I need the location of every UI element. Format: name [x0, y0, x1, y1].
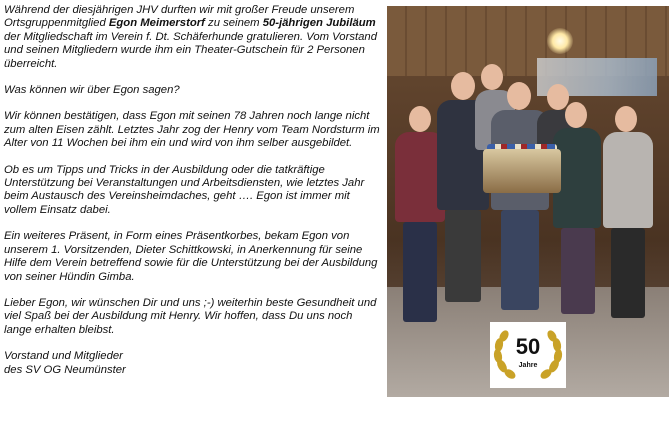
signoff	[4, 350, 382, 377]
badge-label: Jahre	[518, 362, 538, 369]
photo-lamp	[547, 28, 573, 54]
anniversary-badge	[490, 322, 566, 388]
badge-number: 50	[515, 334, 541, 359]
paragraph-question: Was können wir über Egon sagen?	[4, 84, 180, 97]
paragraph-support: Ob es um Tipps und Tricks in der Ausbildung oder die tatkräftige Unterstützung bei Veranstaltungen und Arbeitsdiensten, wie letztes Jahr beim Austausch des Vereinsheimdaches, geht …. Egon ist immer mit vollem Einsatz dabei.	[4, 163, 365, 216]
paragraph-gift: Ein weiteres Präsent, in Form eines Präsentkorbes, bekam Egon von unserem 1. Vorsitzenden, Dieter Schittkowski, in Anerkennung für seine Hilfe dem Verein betreffend sowie für die Unterstützung bei der Ausbildung von seiner Hündin Gimba.	[4, 230, 378, 283]
signoff-line-2: des SV OG Neumünster	[4, 363, 126, 376]
member-name: Egon Meimerstorf	[108, 17, 205, 30]
group-photo	[387, 6, 669, 397]
paragraph-wishes: Lieber Egon, wir wünschen Dir und uns ;-) weiterhin beste Gesundheit und viel Spaß bei der Ausbildung mit Henry. Wir hoffen, dass Du uns noch lange erhalten bleibst.	[4, 296, 377, 336]
paragraph-age: Wir können bestätigen, dass Egon mit seinen 78 Jahren noch lange nicht zum alten Eisen zählt. Letztes Jahr zog der Henry vom Team Nordsturm im Alter von 11 Wochen bei ihm ein und wird von ihm selber ausgebildet.	[4, 110, 380, 150]
article-text	[4, 4, 382, 377]
jubilee-text: 50-jährigen Jubiläum	[262, 17, 376, 30]
gift-basket	[483, 149, 561, 193]
paragraph-intro: Während der diesjährigen JHV durften wir mit großer Freude unserem Ortsgruppenmitglied Egon Meimerstorf zu seinem 50-jährigen Jubiläum der Mitgliedschaft im Verein f. Dt. Schäferhunde gratulieren. Vom Vorstand und seinen Mitgliedern wurde ihm ein Theater-Gutschein für 2 Personen überreicht.	[4, 4, 377, 70]
signoff-line-1: Vorstand und Mitglieder	[4, 350, 123, 363]
